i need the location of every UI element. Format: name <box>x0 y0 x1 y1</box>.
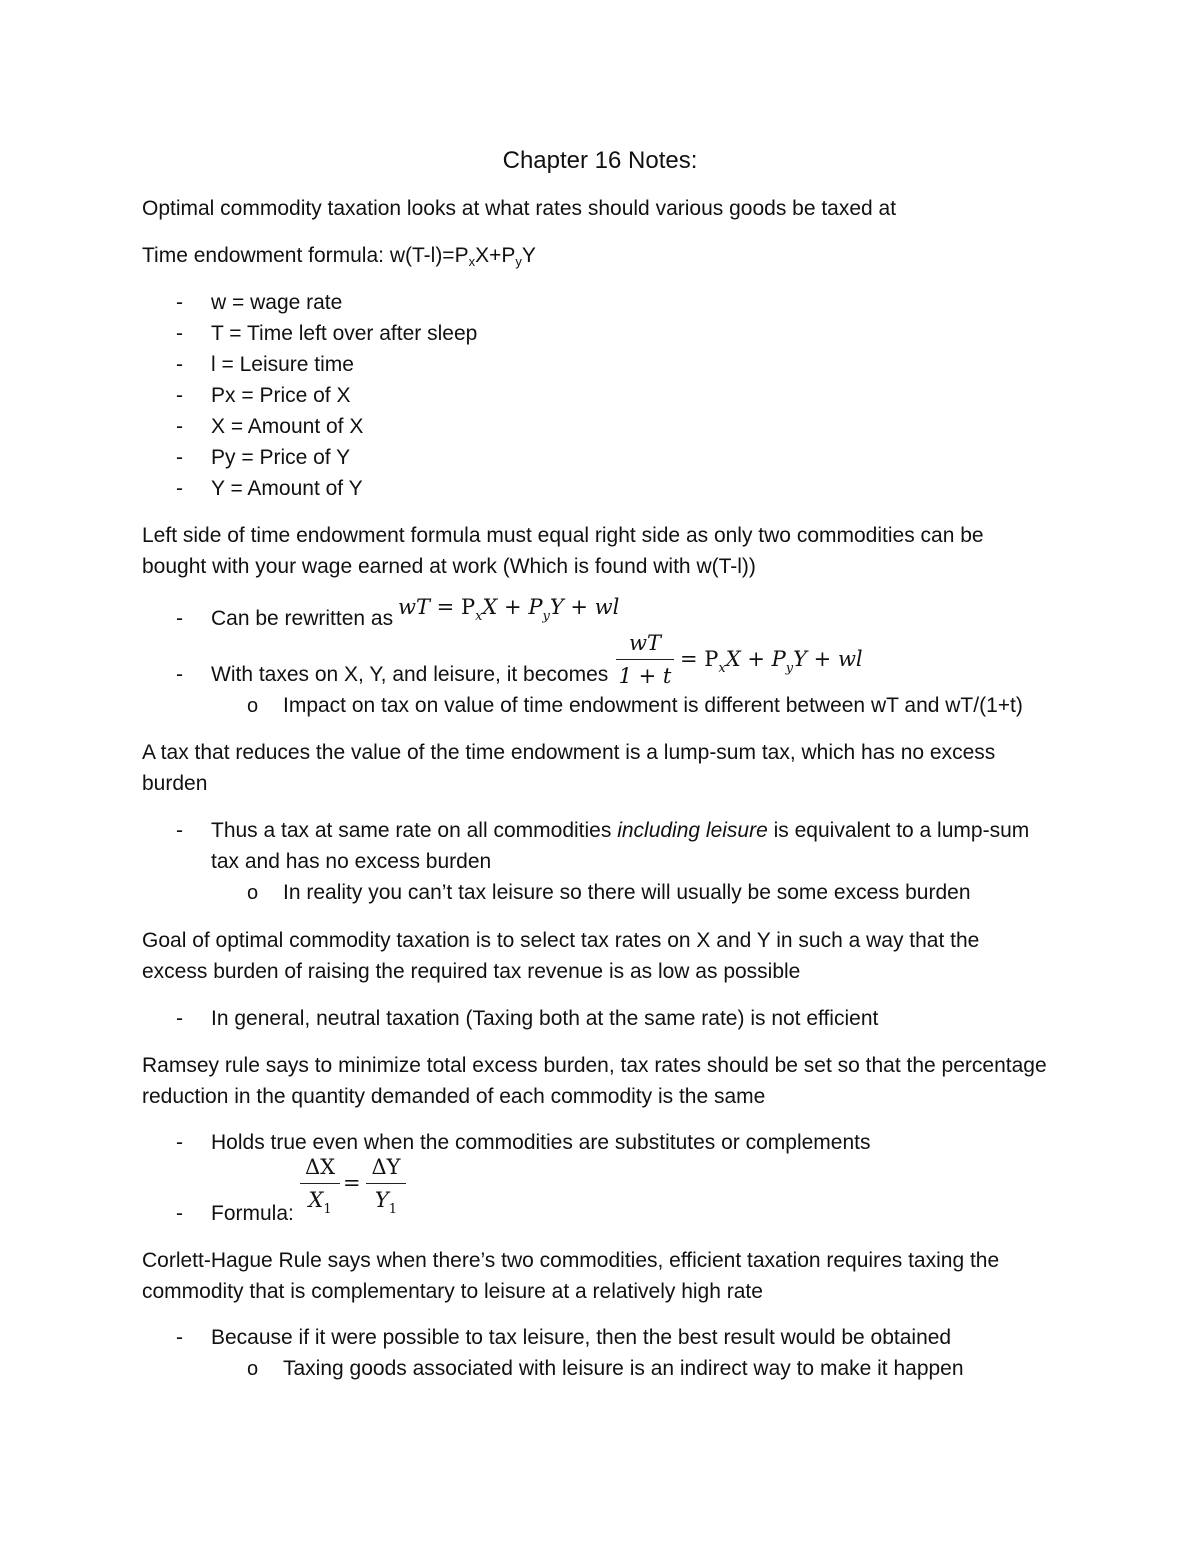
sub-bullet: o <box>247 695 259 717</box>
fraction-wt-over-1-plus-t <box>616 630 674 690</box>
list-bullet: - <box>176 1326 183 1349</box>
list-bullet: - <box>176 384 183 407</box>
list-item: In general, neutral taxation (Taxing both at the same rate) is not efficient <box>211 1007 879 1030</box>
fraction-numerator: wT <box>629 631 661 655</box>
with-taxes-text: With taxes on X, Y, and leisure, it becomes <box>211 663 609 686</box>
fraction-denominator <box>300 1187 340 1223</box>
list-bullet: - <box>176 477 183 500</box>
list-bullet: - <box>176 446 183 469</box>
sub-bullet: o <box>247 882 259 904</box>
paragraph-line: A tax that reduces the value of the time endowment is a lump-sum tax, which has no excess <box>142 741 996 764</box>
list-item: X = Amount of X <box>211 415 364 438</box>
list-bullet: - <box>176 1202 183 1225</box>
paragraph-line: commodity that is complementary to leisure at a relatively high rate <box>142 1280 763 1303</box>
formula-label: Formula: <box>211 1202 294 1225</box>
eq-sub-x: x <box>475 609 483 624</box>
formula-label: Time endowment formula: <box>142 244 390 267</box>
list-bullet: - <box>176 1131 183 1154</box>
eq-part-a: = P <box>436 595 476 619</box>
paragraph-line: Goal of optimal commodity taxation is to select tax rates on X and Y in such a way that the <box>142 929 980 952</box>
eq-lhs: wT <box>398 595 430 619</box>
thus-italic: including leisure <box>617 819 768 842</box>
denominator-var: X <box>308 1188 324 1212</box>
fraction-delta-y-over-y1 <box>366 1154 406 1216</box>
fraction-numerator: ΔY <box>371 1155 401 1179</box>
list-bullet: - <box>176 322 183 345</box>
eq-sub-x: x <box>718 661 726 676</box>
thus-text-b: is equivalent to a lump-sum <box>767 819 1030 842</box>
paragraph-line: reduction in the quantity demanded of each commodity is the same <box>142 1085 766 1108</box>
eq-sub-y: y <box>542 609 550 624</box>
eq-part-b: X + P <box>725 647 786 671</box>
sub-list-item: In reality you can’t tax leisure so there will usually be some excess burden <box>283 881 971 904</box>
formula-part-b: X+P <box>475 244 516 267</box>
list-item: Py = Price of Y <box>211 446 351 469</box>
fraction-bar <box>616 659 674 660</box>
list-item-continuation: tax and has no excess burden <box>211 850 492 873</box>
list-bullet: - <box>176 353 183 376</box>
list-item: Because if it were possible to tax leisure, then the best result would be obtained <box>211 1326 952 1349</box>
list-item <box>211 818 1029 844</box>
eq-part-b: X + P <box>482 595 543 619</box>
list-item: l = Leisure time <box>211 353 354 376</box>
fraction-bar <box>300 1183 340 1184</box>
denominator-sub: 1 <box>323 1202 332 1217</box>
eq-sub-y: y <box>785 661 794 676</box>
list-bullet: - <box>176 607 183 630</box>
rewritten-text: Can be rewritten as <box>211 607 394 630</box>
list-item: T = Time left over after sleep <box>211 322 478 345</box>
list-bullet: - <box>176 1007 183 1030</box>
thus-text-a: Thus a tax at same rate on all commodities <box>211 819 618 842</box>
list-item: w = wage rate <box>211 291 343 314</box>
list-item: Y = Amount of Y <box>211 477 363 500</box>
list-item: Holds true even when the commodities are substitutes or complements <box>211 1131 871 1154</box>
list-bullet: - <box>176 819 183 842</box>
eq-part-c: Y + wl <box>793 647 863 671</box>
formula-part-c: Y <box>521 244 536 267</box>
equals-sign: = <box>343 1171 361 1195</box>
list-bullet: - <box>176 663 183 686</box>
fraction-bar <box>366 1183 406 1184</box>
paragraph-line: burden <box>142 772 208 795</box>
paragraph-line: Ramsey rule says to minimize total excess burden, tax rates should be set so that the percentage <box>142 1054 1047 1077</box>
denominator-var: Y <box>374 1188 389 1212</box>
formula-part-a: w(T-l)=P <box>389 244 469 267</box>
list-bullet: - <box>176 291 183 314</box>
with-taxes-equation-rest <box>680 646 863 682</box>
denominator-sub: 1 <box>388 1202 398 1217</box>
paragraph-line: Corlett-Hague Rule says when there’s two commodities, efficient taxation requires taxing the <box>142 1249 1000 1272</box>
sub-bullet: o <box>247 1358 259 1380</box>
paragraph-line: Left side of time endowment formula must equal right side as only two commodities can be <box>142 524 984 547</box>
eq-part-a: = P <box>680 647 719 671</box>
rewritten-equation <box>398 594 619 630</box>
eq-part-c: Y + wl <box>549 595 620 619</box>
fraction-delta-x-over-x1 <box>300 1154 340 1216</box>
list-bullet: - <box>176 415 183 438</box>
page-title: Chapter 16 Notes: <box>502 147 698 174</box>
paragraph-line: excess burden of raising the required tax revenue is as low as possible <box>142 960 801 983</box>
intro-paragraph: Optimal commodity taxation looks at what rates should various goods be taxed at <box>142 197 897 220</box>
formula-sub-y: y <box>515 254 522 269</box>
fraction-numerator: ΔX <box>304 1155 336 1179</box>
sub-list-item: Taxing goods associated with leisure is an indirect way to make it happen <box>283 1357 964 1380</box>
formula-sub-x: x <box>468 254 476 269</box>
fraction-denominator: 1 + t <box>618 664 672 688</box>
time-endowment-formula <box>142 243 536 275</box>
fraction-denominator <box>366 1187 406 1223</box>
sub-list-item: Impact on tax on value of time endowment is different between wT and wT/(1+t) <box>283 694 1023 717</box>
list-item: Px = Price of X <box>211 384 351 407</box>
paragraph-line: bought with your wage earned at work (Which is found with w(T-l)) <box>142 555 756 578</box>
